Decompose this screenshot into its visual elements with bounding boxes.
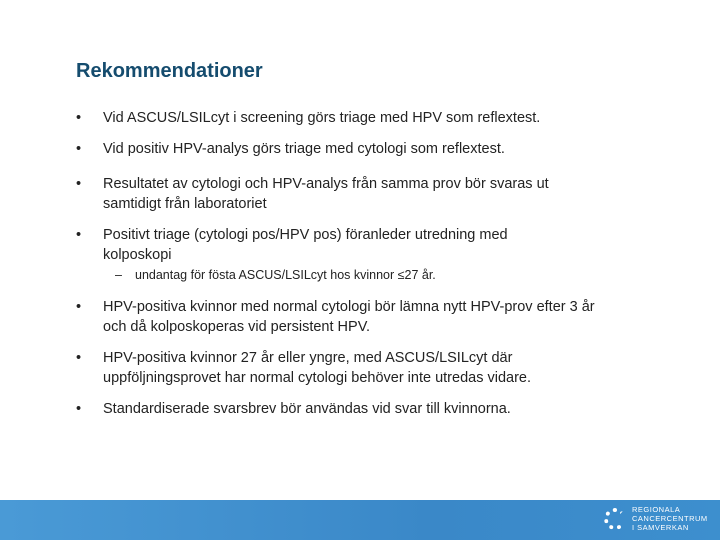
logo-line: REGIONALA (632, 505, 681, 514)
slide-title: Rekommendationer (76, 60, 263, 82)
bullet-text: Vid positiv HPV-analys görs triage med cytologi som reflextest. (103, 141, 505, 157)
bullet: • (76, 110, 82, 126)
bullet-text: Standardiserade svarsbrev bör användas vid svar till kvinnorna. (103, 401, 511, 417)
logo-c-icon (604, 508, 626, 530)
dash: – (115, 268, 122, 282)
logo-line: CANCERCENTRUM (632, 514, 708, 523)
bullet: • (76, 401, 82, 417)
sub-text: undantag för fösta ASCUS/LSILcyt hos kvinnor ≤27 år. (135, 268, 436, 282)
bullet-text: HPV-positiva kvinnor med normal cytologi bör lämna nytt HPV-prov efter 3 år och då kolposkoperas vid persistent HPV. (103, 299, 595, 335)
logo-line: I SAMVERKAN (632, 523, 689, 532)
bullet: • (76, 227, 82, 243)
rcc-logo (604, 505, 708, 532)
bullet: • (76, 141, 82, 157)
bullet: • (76, 176, 82, 192)
bullet-text: Resultatet av cytologi och HPV-analys från samma prov bör svaras ut samtidigt från laboratoriet (103, 176, 549, 212)
bullet-text: HPV-positiva kvinnor 27 år eller yngre, med ASCUS/LSILcyt där uppföljningsprovet har normal cytologi behöver inte utredas vidare. (103, 350, 531, 386)
bullet-text: Positivt triage (cytologi pos/HPV pos) föranleder utredning med kolposkopi (103, 227, 508, 263)
bullet-text: Vid ASCUS/LSILcyt i screening görs triage med HPV som reflextest. (103, 110, 541, 126)
bullet: • (76, 299, 82, 315)
bullet: • (76, 350, 82, 366)
